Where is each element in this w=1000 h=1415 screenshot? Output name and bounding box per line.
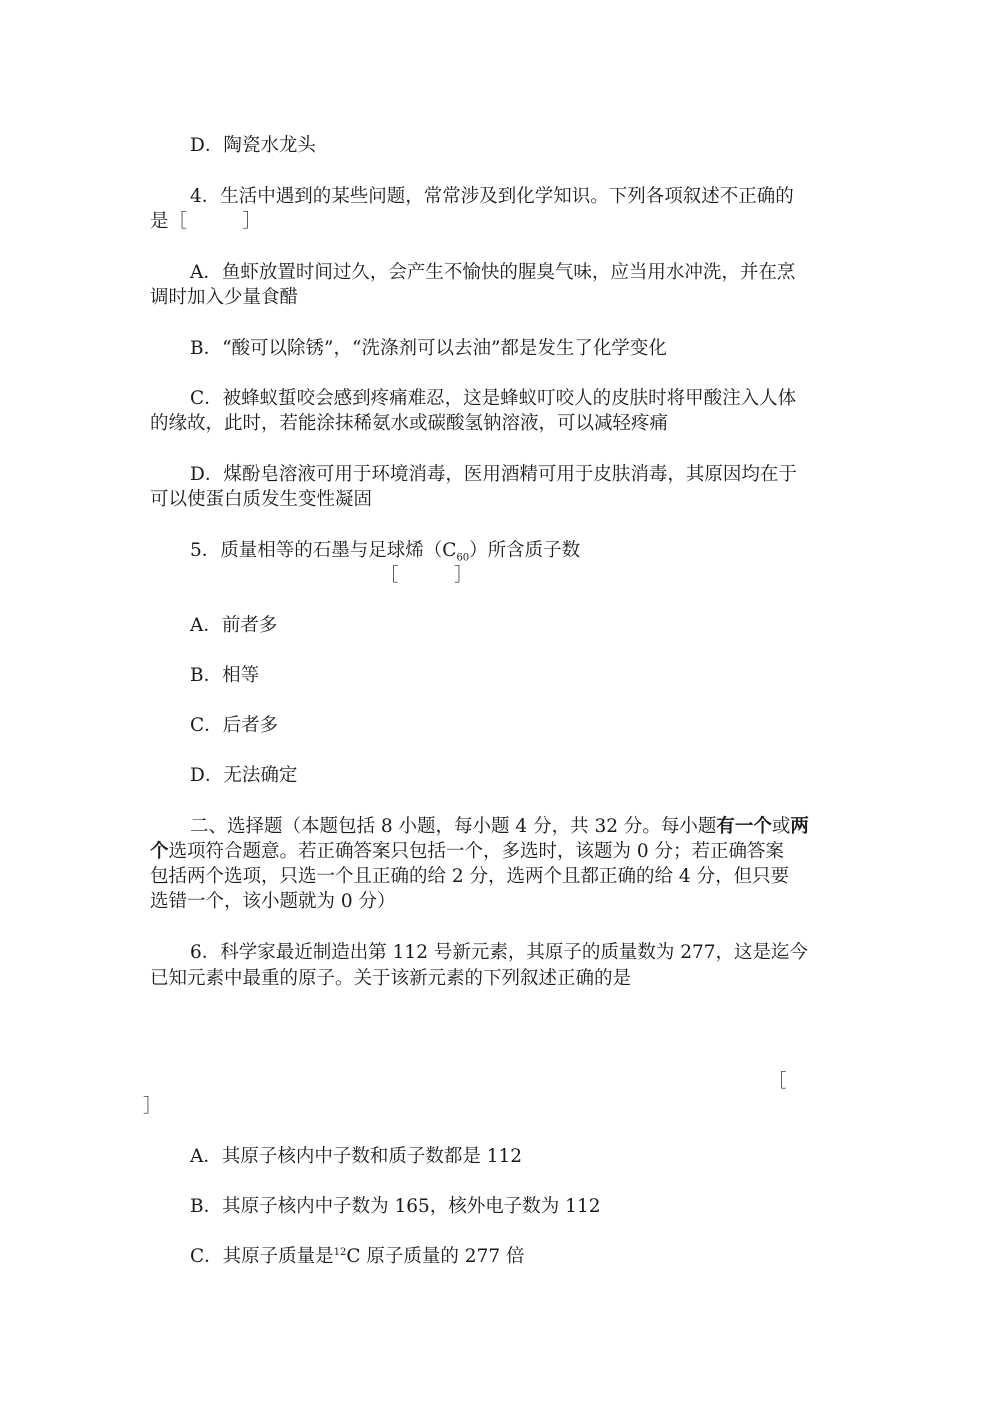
q5-option-a: A．前者多 [190,615,278,636]
section2-bold-ge: 个 [150,841,169,862]
section2-bold-one: 有一个 [716,816,772,837]
section2-line1 [190,818,809,837]
q5-stem-post: ）所含质子数 [469,540,581,561]
q4-option-a-line2: 调时加入少量食醋 [150,287,299,308]
section2-line2-rest: 选项符合题意。若正确答案只包括一个，多选时，该题为 0 分；若正确答案 [168,841,785,862]
q5-stem [190,542,580,564]
section2-line1-pre: 二、选择题（本题包括 8 小题，每小题 4 分，共 32 分。每小题 [190,816,717,837]
q6-bracket-close: ］ [143,1096,162,1117]
q4-option-d-line2: 可以使蛋白质发生变性凝固 [150,489,373,510]
section2-bold-two: 两 [790,816,809,837]
q4-stem-line1: 4．生活中遇到的某些问题，常常涉及到化学知识。下列各项叙述不正确的 [190,186,794,207]
section2-line3: 包括两个选项，只选一个且正确的给 2 分，选两个且都正确的给 4 分，但只要 [150,866,790,887]
q5-answer-bracket: ［ ］ [380,565,473,586]
q5-option-d: D．无法确定 [190,765,298,786]
q4-option-b: B．“酸可以除锈”，“洗涤剂可以去油”都是发生了化学变化 [190,338,667,359]
q4-stem-line2: 是［ ］ [150,211,262,232]
q4-option-c-line2: 的缘故，此时，若能涂抹稀氨水或碳酸氢钠溶液，可以减轻疼痛 [150,413,669,434]
q5-stem-pre: 5．质量相等的石墨与足球烯（C [190,540,457,561]
q6-stem-line1: 6．科学家最近制造出第 112 号新元素，其原子的质量数为 277，这是迄今 [190,942,809,963]
q4-option-c-line1: C．被蜂蚁蜇咬会感到疼痛难忍，这是蜂蚁叮咬人的皮肤时将甲酸注入人体 [190,388,797,409]
q5-stem-subscript: 60 [456,552,470,564]
q4-option-a-line1: A．鱼虾放置时间过久，会产生不愉快的腥臭气味，应当用水冲洗，并在烹 [190,262,796,283]
q6-option-b: B．其原子核内中子数为 165，核外电子数为 112 [190,1196,601,1217]
q6-stem-line2: 已知元素中最重的原子。关于该新元素的下列叙述正确的是 [150,968,632,989]
q4-option-d-line1: D．煤酚皂溶液可用于环境消毒，医用酒精可用于皮肤消毒，其原因均在于 [190,464,797,485]
q5-option-b: B．相等 [190,665,260,686]
section2-line4: 选错一个，该小题就为 0 分） [150,891,396,912]
q3-option-d: D．陶瓷水龙头 [190,135,316,156]
q6-option-c-superscript: 12 [333,1247,347,1258]
section2-line1-mid: 或 [771,816,791,837]
q6-bracket-open: ［ [768,1071,787,1092]
q5-option-c: C．后者多 [190,715,279,736]
section2-line2 [150,843,784,862]
q6-option-c [190,1248,525,1267]
q6-option-a: A．其原子核内中子数和质子数都是 112 [190,1146,523,1167]
q6-option-c-post: C 原子质量的 277 倍 [346,1246,525,1268]
q6-option-c-pre: C．其原子质量是 [190,1246,334,1268]
